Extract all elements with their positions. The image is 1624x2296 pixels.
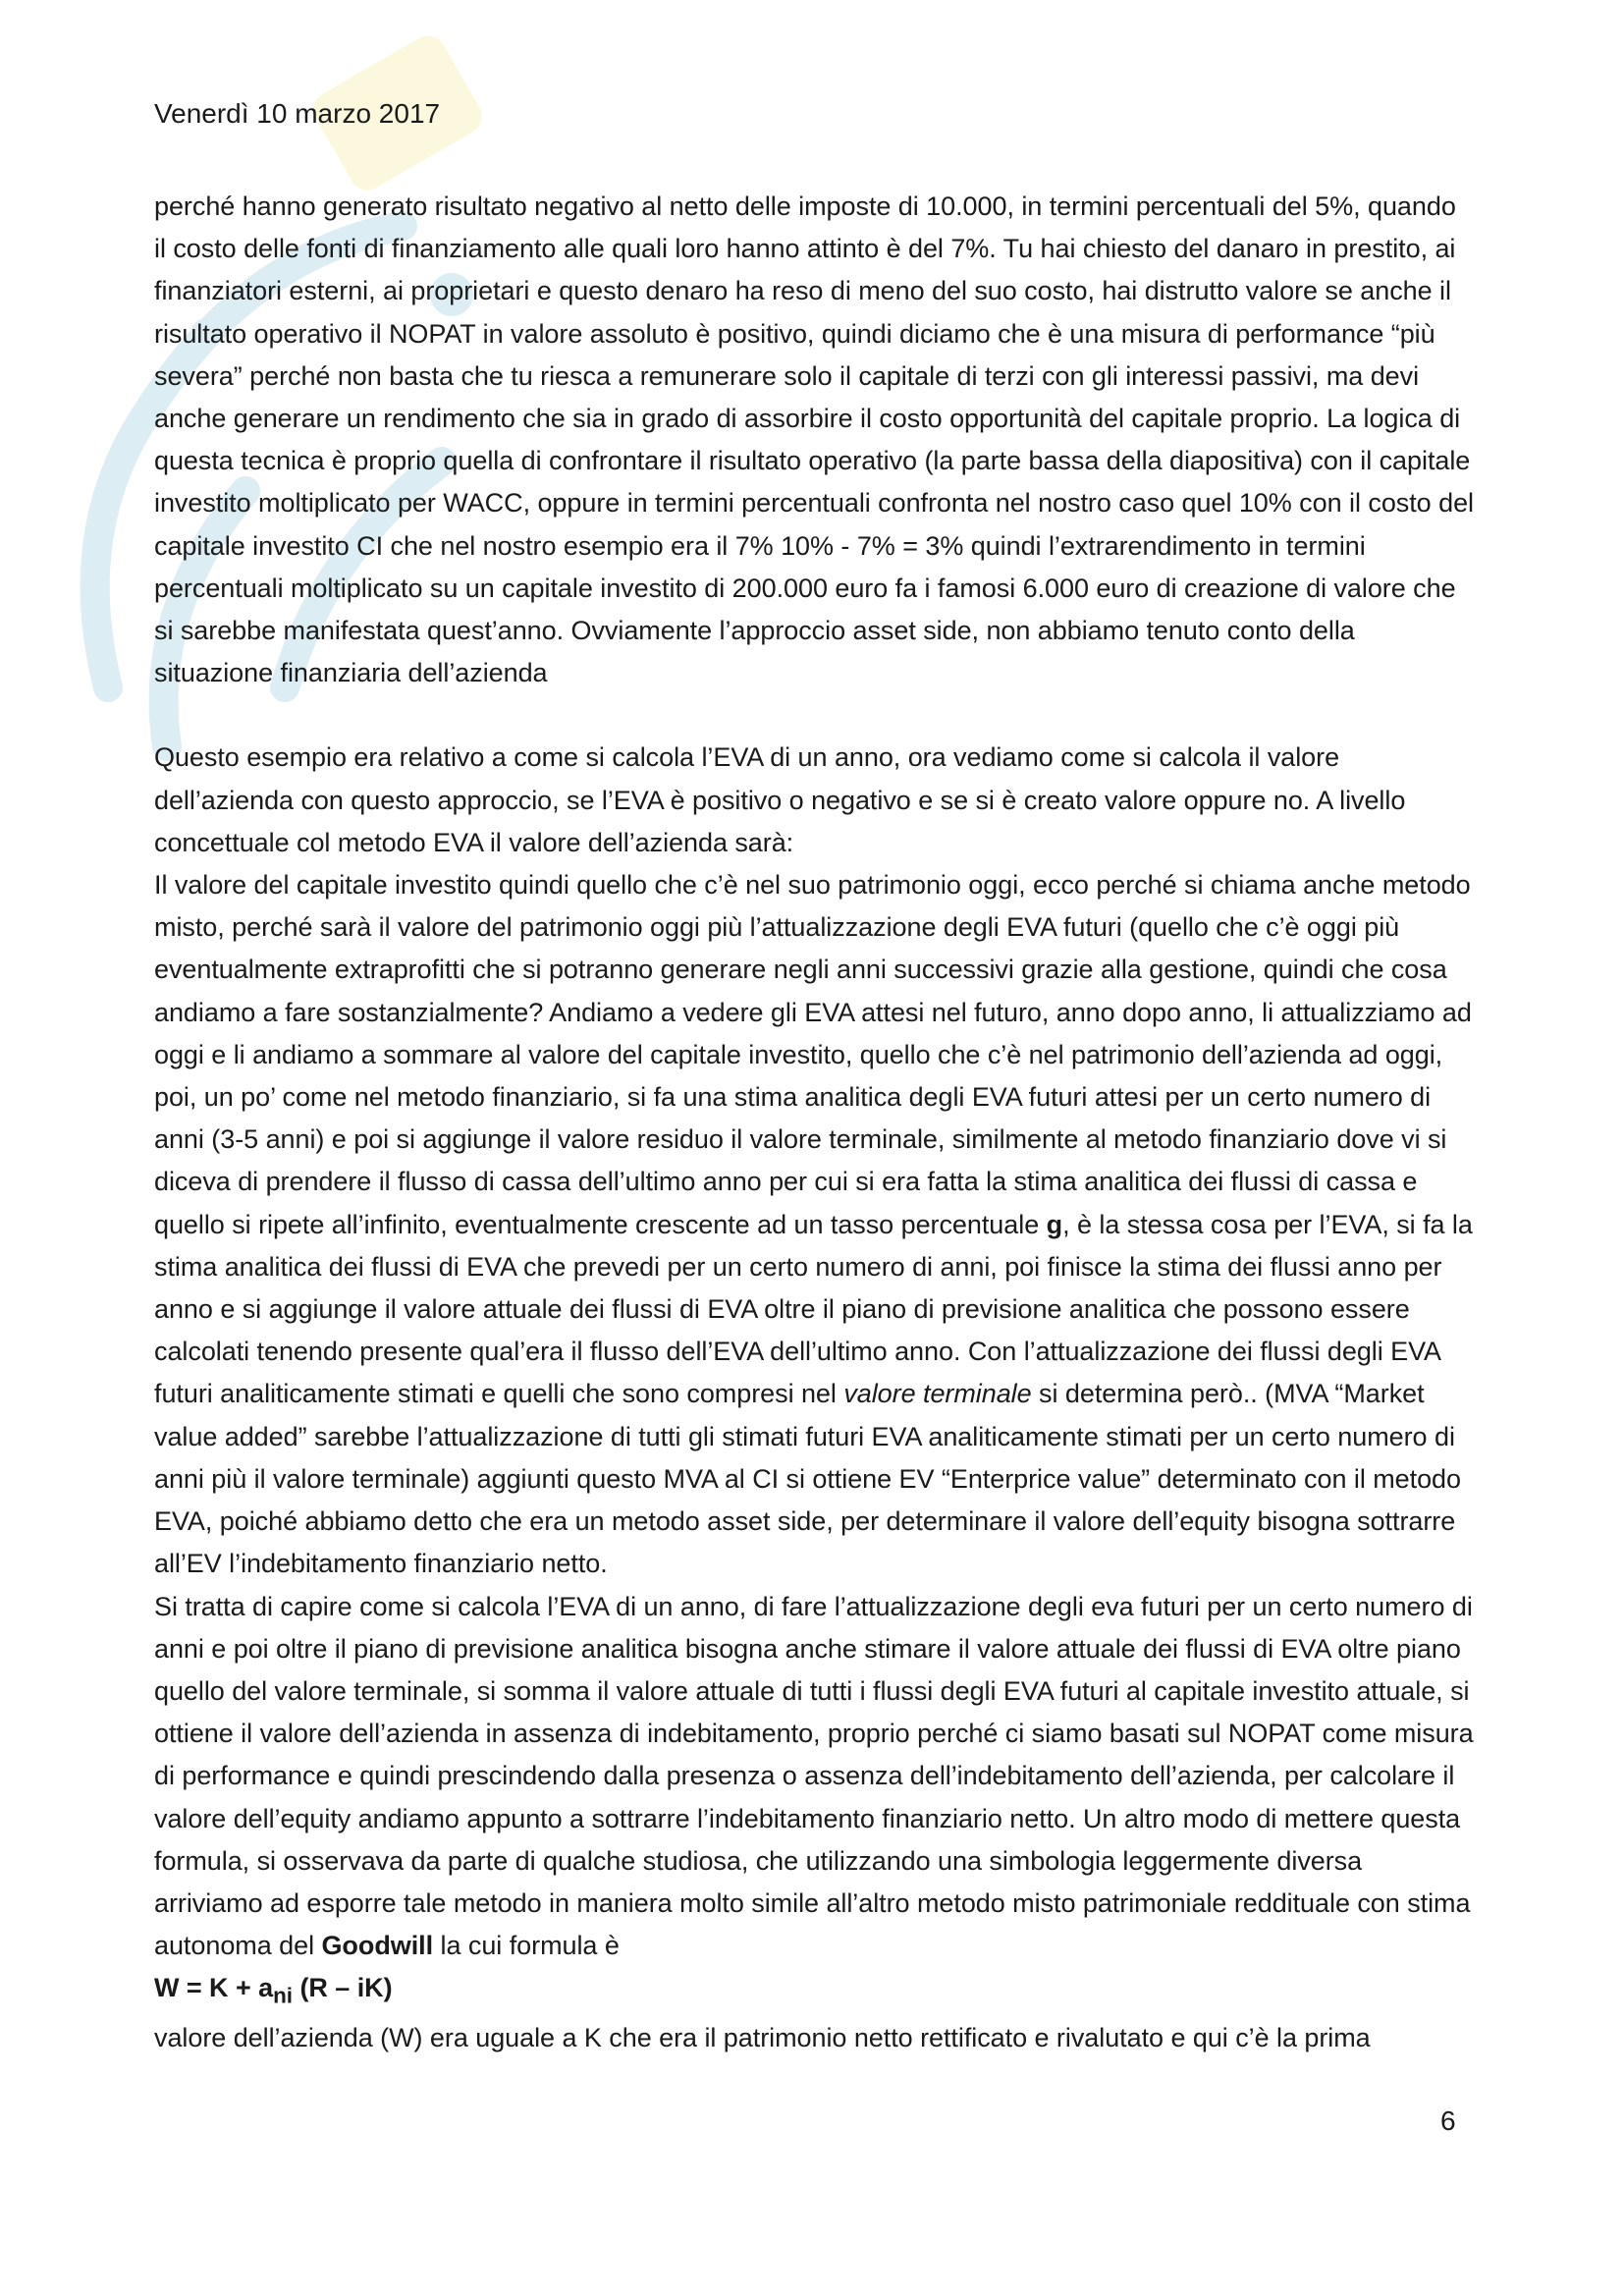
page-header-date: Venerdì 10 marzo 2017 — [154, 98, 441, 129]
formula-subscript: ni — [273, 1983, 293, 2008]
paragraph-3-part-1: Il valore del capitale investito quindi quello che c’è nel suo patrimonio oggi, ecco perché si chiama anche metodo misto, perché sarà il valore del patrimonio oggi più l’attualizzazione degli EVA futuri (quello che c’è oggi più eventualmente extraprofitti che si potranno generare negli anni successivi grazie alla gestione, quindi che cosa andiamo a fare sostanzialmente? Andiamo a vedere gli EVA attesi nel futuro, anno dopo anno, li attualizziamo ad oggi e li andiamo a sommare al valore del capitale investito, quello che c’è nel patrimonio dell’azienda ad oggi, poi, un po’ come nel metodo finanziario, si fa una stima analitica degli EVA futuri attesi per un certo numero di anni (3-5 anni) e poi si aggiunge il valore residuo il valore terminale, similmente al metodo finanziario dove vi si diceva di prendere il flusso di cassa dell’ultimo anno per cui si era fatta la stima analitica dei flussi di cassa e quello si ripete all’infinito, eventualmente crescente ad un tasso percentuale — [154, 870, 1472, 1239]
goodwill-term: Goodwill — [321, 1931, 434, 1961]
paragraph-gap — [154, 694, 1475, 737]
paragraph-3-part-3: si determina però.. (MVA “Market value added” sarebbe l’attualizzazione di tutti gli stimati futuri EVA analiticamente stimati per un certo numero di anni più il valore terminale) aggiunti questo MVA al CI si ottiene EV “Enterprice value” determinato con il metodo EVA, poiché abbiamo detto che era un metodo asset side, per determinare il valore dell’equity bisogna sottrarre all’EV l’indebitamento finanziario netto. — [154, 1379, 1461, 1579]
paragraph-3 — [154, 864, 1475, 1585]
terminal-value-term: valore terminale — [843, 1379, 1032, 1409]
formula-rhs: (R – iK) — [293, 1973, 393, 2003]
formula — [154, 1967, 1475, 2017]
paragraph-2: Questo esempio era relativo a come si calcola l’EVA di un anno, ora vediamo come si calcola il valore dell’azienda con questo approccio, se l’EVA è positivo o negativo e se si è creato valore oppure no. A livello concettuale col metodo EVA il valore dell’azienda sarà: — [154, 742, 1406, 857]
document-body — [154, 186, 1475, 2059]
paragraph-3-part-2: , è la stessa cosa per l’EVA, si fa la stima analitica dei flussi di EVA che prevedi per un certo numero di anni, poi finisce la stima dei flussi anno per anno e si aggiunge il valore attuale dei flussi di EVA oltre il piano di previsione analitica che possono essere calcolati tenendo presente qual’era il flusso dell’EVA dell’ultimo anno. Con l’attualizzazione dei flussi degli EVA futuri analiticamente stimati e quelli che sono compresi nel — [154, 1209, 1473, 1409]
last-line: valore dell’azienda (W) era uguale a K che era il patrimonio netto rettificato e rivalutato e qui c’è la prima — [154, 2022, 1371, 2052]
growth-rate-symbol: g — [1046, 1209, 1063, 1239]
paragraph-4-part-2: la cui formula è — [433, 1931, 620, 1961]
paragraph-4 — [154, 1586, 1475, 1968]
paragraph-4-part-1: Si tratta di capire come si calcola l’EVA di un anno, di fare l’attualizzazione degli eva futuri per un certo numero di anni e poi oltre il piano di previsione analitica bisogna anche stimare il valore attuale dei flussi di EVA oltre piano quello del valore terminale, si somma il valore attuale di tutti i flussi degli EVA futuri al capitale investito attuale, si ottiene il valore dell’azienda in assenza di indebitamento, proprio perché ci siamo basati sul NOPAT come misura di performance e quindi prescindendo dalla presenza o assenza dell’indebitamento dell’azienda, per calcolare il valore dell’equity andiamo appunto a sottrarre l’indebitamento finanziario netto. Un altro modo di mettere questa formula, si osservava da parte di qualche studiosa, che utilizzando una simbologia leggermente diversa arriviamo ad esporre tale metodo in maniera molto simile all’altro metodo misto patrimoniale reddituale con stima autonoma del — [154, 1591, 1474, 1961]
paragraph-1: perché hanno generato risultato negativo al netto delle imposte di 10.000, in termini percentuali del 5%, quando il costo delle fonti di finanziamento alle quali loro hanno attinto è del 7%. Tu hai chiesto del danaro in prestito, ai finanziatori esterni, ai proprietari e questo denaro ha reso di meno del suo costo, hai distrutto valore se anche il risultato operativo il NOPAT in valore assoluto è positivo, quindi diciamo che è una misura di performance “più severa” perché non basta che tu riesca a remunerare solo il capitale di terzi con gli interessi passivi, ma devi anche generare un rendimento che sia in grado di assorbire il costo opportunità del capitale proprio. La logica di questa tecnica è proprio quella di confrontare il risultato operativo (la parte bassa della diapositiva) con il capitale investito moltiplicato per WACC, oppure in termini percentuali confronta nel nostro caso quel 10% con il costo del capitale investito CI che nel nostro esempio era il 7% 10% - 7% = 3% quindi l’extrarendimento in termini percentuali moltiplicato su un capitale investito di 200.000 euro fa i famosi 6.000 euro di creazione di valore che si sarebbe manifestata quest’anno. Ovviamente l’approccio asset side, non abbiamo tenuto conto della situazione finanziaria dell’azienda — [154, 191, 1474, 688]
page-number: 6 — [1440, 2105, 1456, 2136]
formula-lhs: W = K + a — [154, 1973, 274, 2003]
